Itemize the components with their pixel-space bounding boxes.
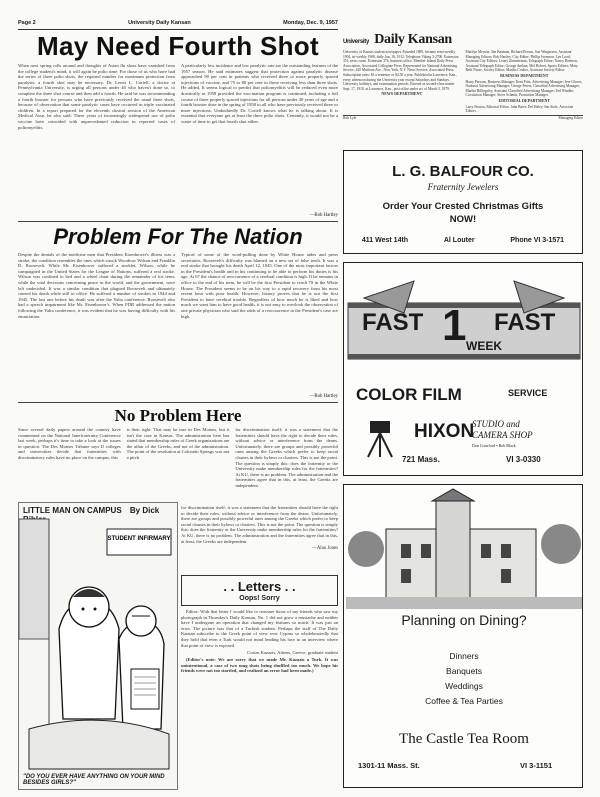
- letters-body: [181, 609, 338, 777]
- divider: [18, 402, 338, 403]
- noproblem-continuation: [181, 505, 338, 571]
- hixon-studio-line: STUDIO and: [472, 419, 520, 429]
- balfour-address: 411 West 14th: [361, 237, 409, 244]
- nation-byline: —Bob Hartley: [309, 394, 338, 399]
- editorial-column: [18, 31, 339, 488]
- polio-col-2: A particularly low incidence and low paralytic rate are the outstanding features of the 1957 season. He said estimates suggest that protection against paralytic disease approached 90 per cent in patients who received three or more properly spaced injections of vaccine, and 75 to 80 per cent in those receiving less than three shots. He added, It seems logical to predict that poliomyelitis will be reduced even more drastically in 1958 provided the vaccination program is continued, including a full course of three properly spaced injections for all persons under 40 years of age and a fourth booster dose in the spring of 1958 to all who have previously received three or more injections. Undoubtedly Dr. Coriell knows what he is talking about. It is essential that everyone get at least the three polio shots. Certainly, it would not be a waste of time to get that fourth shot either.: [181, 63, 338, 124]
- fast-left: FAST: [362, 309, 424, 336]
- cartoon-caption: "DO YOU EVER HAVE ANYTHING ON YOUR MIND BESIDES GIRLS?": [23, 774, 165, 786]
- service-banquets: Banquets: [446, 666, 482, 676]
- page-number: Page 2: [18, 20, 36, 26]
- week-label: WEEK: [466, 339, 502, 353]
- editorial-dept-label: EDITORIAL DEPARTMENT: [498, 97, 551, 103]
- masthead-sig-right: Managing Editor: [558, 115, 583, 120]
- polio-byline: —Bob Hartley: [309, 213, 338, 218]
- masthead: [343, 32, 583, 140]
- tearoom-name: The Castle Tea Room: [399, 731, 529, 747]
- polio-headline: May Need Fourth Shot: [37, 31, 319, 61]
- nation-body: [18, 252, 338, 392]
- masthead-grid: [343, 50, 583, 114]
- balfour-manager: Al Louter: [443, 237, 475, 244]
- noproblem-col-2: is their right. That may be true in Des Moines, but it isn't the case in Kansas. The administration here has stated that membership rules of Greek organizations are the affair of the Greeks, and not of the administration. The point of the resolution at Colorado Springs was not a pitch: [126, 427, 230, 460]
- noproblem-cont-text: [181, 505, 338, 571]
- masthead-small: University: [343, 39, 370, 45]
- editor-note: (Editor's note: We are sorry that we made Mr. Kazazis a Turk. It was unintentional, a case of two mug shots being shuffled too much. We hope his friends were not too startled, and realized an error had been made.): [181, 656, 338, 674]
- masthead-staff: Marilyn Merwin, Jim Bauman, Richard Brown, Sue Wingerson, Assistant Managing Editors; Bob Hartley, City Editor; Phillip Swanson, Lyn Loud, Assistant City Editors; Leony Zimmerman, Telegraph Editor; Nancy Hermon, Assistant Telegraph Editor; George Anthan, Mel Hobert, Sports Editors; Mary Beth Nurse, Society Editor; Martha Coulter, Assistant Society Editor.: [465, 50, 578, 73]
- camera-tripod-icon: [358, 419, 408, 459]
- noproblem-col-3: for discrimination itself; it was a statement that the fraternities should have the right to decide their rules, without advice or interference from the deans. Unfortunately, there are groups and possibly powerful ones among the Greeks which prefer to keep racial clauses in their bylaws or charters. This is not the point. The question is simply this: does the fraternity or the University make membership rules for the fraternities? At KU, there is no problem. The administration and the fraternities agree that in this, at least, the Greeks are independent.: [235, 427, 339, 488]
- hixon-camera-line: CAMERA SHOP: [472, 430, 533, 440]
- letters-text: [181, 609, 338, 777]
- polio-col-1: When next spring rolls around and thoughts of Asian flu shots have vanished from the college student's mind, it will again be polio time. For those of us who have had the series of three polio shots, the required number for maximum protection from paralysis, a fourth shot may be necessary. Dr. Lewis L. Coriell, a doctor at Pennsylvania University, is urging all persons under 40 who haven't done so, to complete the three shot course and then add a fourth. He said he was recommending a fourth booster for persons who have previously received the usual three shots, because of observation that some paralytic cases have occurred in triple vaccinated children. In a report prepared for the eleventh clinical session of the American Medical Assn. he also said: There years of increasingly widespread use of polio vaccine have coincided with unprecedented reduction in reported cases of poliomyelitis.: [18, 63, 175, 130]
- hixon-owners: Don Crawford • Bob Black: [472, 443, 516, 448]
- masthead-title: [343, 32, 583, 48]
- hixon-phone: VI 3-0330: [506, 455, 541, 464]
- cartoon-panel: [18, 502, 178, 790]
- masthead-business: Harry Parsons, Business Manager. Kent Fritz, Advertising Manager; Jere Glover, National Advertising Manager; George Peters, Classified Advertising Manager; Martha Billingsley, Assistant Classified Advertising Manager; Ted Windler, Circulation Manager; Steve Schmitt, Promotion Manager.: [465, 79, 583, 98]
- balfour-line-2: NOW!: [449, 214, 477, 225]
- news-dept-label: NEWS DEPARTMENT: [381, 91, 423, 97]
- balfour-tagline: Fraternity Jewelers: [427, 182, 499, 192]
- cartoon-drawing: [19, 519, 177, 769]
- tearoom-phone: VI 3-1151: [520, 761, 553, 770]
- fast-right: FAST: [494, 309, 556, 336]
- infirmary-sign: STUDENT INFIRMARY: [107, 536, 171, 542]
- letters-header: [181, 575, 338, 606]
- balfour-ad: [343, 150, 583, 254]
- noproblem-byline: —Alan Jones: [312, 546, 338, 552]
- color-film-label: COLOR FILM: [356, 385, 462, 404]
- noproblem-cont-col: for discrimination itself; it was a statement that the fraternities should have the right to decide their rules, without advice or interference from the deans. Unfortunately, there are groups and possibly powerful ones among the Greeks which prefer to keep racial clauses in their bylaws or charters. This is not the point. The question is simply this: does the fraternity or the University make membership rules for the fraternities? At KU, there is no problem. The administration and the fraternities agree that in this, at least, the Greeks are independent.: [181, 505, 338, 544]
- page-header: [18, 20, 338, 30]
- cartoon-series: LITTLE MAN ON CAMPUS: [23, 506, 122, 515]
- letters-title: . . Letters . .: [223, 579, 296, 594]
- hixon-name: HIXON: [414, 421, 475, 442]
- service-dinners: Dinners: [449, 651, 479, 661]
- letters-section: [181, 575, 338, 795]
- hixon-ad: [343, 262, 583, 476]
- hixon-studio: [472, 419, 533, 441]
- paper-name: University Daily Kansan: [128, 20, 191, 26]
- hixon-address: 721 Mass.: [402, 455, 440, 464]
- masthead-sig-left: Bob Lyle: [343, 115, 357, 120]
- masthead-editorial: Larry Boston, Editorial Editor. John Bates, Del Haley, Jim Stolz, Associate Editors.: [465, 104, 574, 114]
- letter-body: Editor: With that letter I would like to reassure those of my friends who saw my photograph in Thursday's Daily Kansan, No. 1 did not grow a mustache and neither have I undergone an operation that changed my features so much. It was just an error. The picture was that of a Turkish student. Perhaps the staff of The Daily Kansan subscribe to the Greek point of view over Cyprus so wholeheartedly that they hold that even a Turk would not mind lending his face to an interview where that point of view is exposed.: [181, 609, 338, 648]
- tearoom-ad: [343, 484, 583, 788]
- nation-col-2: Typical of some of the word-pulling done by White House aides and press secretaries, Roosevelt's difficulty was blamed on a new set of false teeth. It was a real stroke that brought his death April 12, 1945. One of the most important factors in the President's health and in his continuing to be able to perform his duties is his age. At 67 the chance of reoccurrence of a cerebral condition is high. If he remains in office to the end of his term, he will be the first President to reach 70 in the White House. The President seems to be on his way to a rapid recovery from his most recent bout with poor health. However, history proves that he is not the first President to have cerebral trouble. Regardless of how much he is liked and how much we want him to have good health, it is not easy to overlook the observation of one private physician who said the odds of a reoccurrence in the President's case are high.: [181, 252, 338, 319]
- service-parties: Coffee & Tea Parties: [425, 696, 503, 706]
- polio-body: [18, 63, 338, 211]
- nation-col-1: Despite the denials of the medicine men that President Eisenhower's illness was a stroke, the condition resembles the ones which struck Woodrow Wilson and Franklin D. Roosevelt. While Mr. Eisenhower suffered a stroklet, Wilson, while he campaigned in the United States for the League of Nations, suffered a real stroke. Wilson was confined to bed and a wheel chair during the remainder of his term, while the vital decisions concerning peace in the world, and the government, were left undecided. It was a similar condition that plagued Roosevelt and ultimately caused his death while still in office. He suffered a number of strokes in 1944 and 1945. The last one before his death was after the Yalta conference. Roosevelt also had a speech impairment like Mr. Eisenhower's. When FDR addressed the nation following the Yalta conference, it was evident that he was having difficulty with his enunciation.: [18, 252, 175, 319]
- balfour-phone: Phone VI 3-1571: [510, 237, 565, 244]
- business-dept-label: BUSINESS DEPARTMENT: [500, 72, 549, 78]
- divider: [18, 221, 338, 222]
- masthead-info: University of Kansas student newspaper. Founded 1889, became semi-weekly 1904, tri-weekly 1908, daily Jan. 16, 1912. Telephone Viking 3-2700. Extension 351, news room. Extension 376, business office. Member Inland Daily Press Association, Associated Collegiate Press. Represented for National Advertising Service, 420 Madison Ave., New York, N.Y. News Service: Associated Press. Subscription rates: $3 a semester or $4.50 a year. Published in Lawrence, Kan., every afternoon during the University year except Saturdays and Sundays, University holidays, and examination periods. Entered as second-class matter Sept. 17, 1910, at Lawrence, Kan., post office under act of March 3, 1879.: [343, 50, 459, 91]
- letter-signature: Costas Kazazis, Athens, Greece, graduate student: [247, 649, 338, 655]
- noproblem-body-top: [18, 427, 339, 488]
- noproblem-col-1: Since several daily papers around the country have commented on the National Interfraternity Conference last week, perhaps it's time to take a look at the issues in question. The Des Moines Tribune says If colleges and universities decide that fraternities with discriminatory rules have no place on the campus, this: [18, 427, 121, 460]
- noproblem-headline: No Problem Here: [114, 406, 242, 425]
- masthead-col-2: [466, 50, 584, 114]
- castle-illustration: [346, 489, 582, 609]
- nation-headline: Problem For The Nation: [53, 224, 303, 249]
- one-week-number: 1: [442, 301, 467, 350]
- balfour-line-1: Order Your Crested Christmas Gifts: [382, 201, 544, 212]
- page-date: Monday, Dec. 9, 1957: [283, 20, 338, 26]
- balfour-name: L. G. BALFOUR CO.: [392, 163, 534, 180]
- masthead-col-1: [343, 50, 461, 114]
- cartoon-author: By Dick: [129, 506, 160, 515]
- letters-subtitle: Oops! Sorry: [239, 595, 280, 602]
- masthead-footer: [343, 115, 583, 121]
- service-label: SERVICE: [508, 388, 548, 398]
- masthead-name: Daily Kansan: [374, 32, 452, 47]
- tearoom-question: Planning on Dining?: [401, 612, 527, 628]
- tearoom-address: 1301-11 Mass. St.: [358, 761, 420, 770]
- service-weddings: Weddings: [445, 681, 483, 691]
- balfour-contact: [344, 237, 582, 244]
